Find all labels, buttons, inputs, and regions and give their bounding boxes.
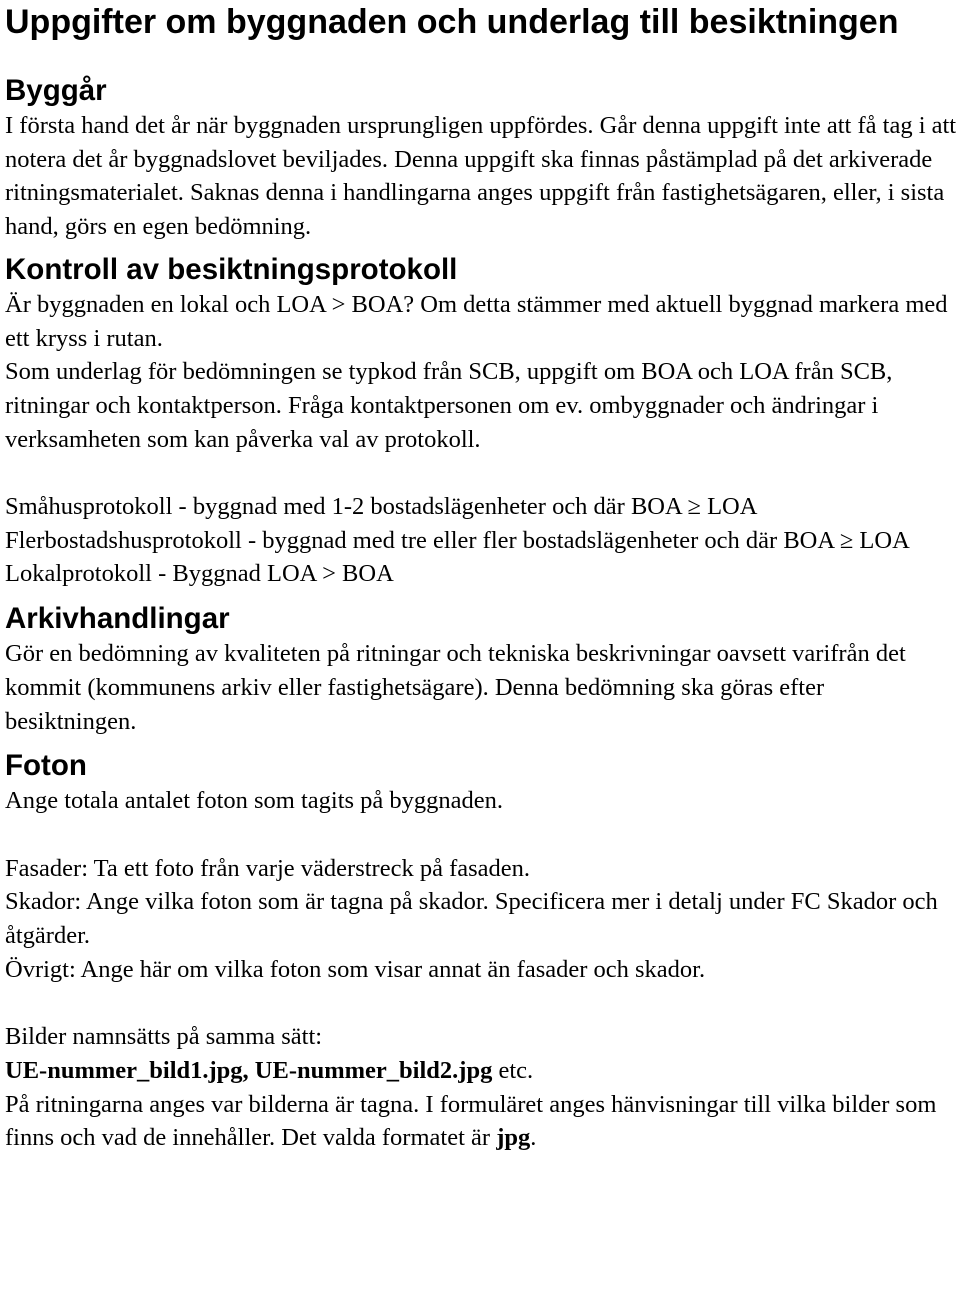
- final-text: På ritningarna anges var bilderna är tagna. I formuläret anges hänvisningar till vilka bilder som finns och vad de innehåller. Det valda formatet är: [5, 1090, 937, 1152]
- protocol-text: Flerbostadshusprotokoll - byggnad med tre eller fler bostadslägenheter och där BOA: [5, 526, 840, 554]
- heading-kontroll: Kontroll av besiktningsprotokoll: [5, 252, 458, 286]
- paragraph-arkiv: Gör en bedömning av kvaliteten på ritningar och tekniska beskrivningar oavsett varifrån det kommit (kommunens arkiv eller fastighetsägare). Denna bedömning ska göras efter besiktningen.: [5, 640, 906, 735]
- paragraph-naming-example: [5, 1054, 960, 1088]
- etc-text: etc.: [492, 1056, 534, 1084]
- page-title: Uppgifter om byggnaden och underlag till besiktningen: [5, 3, 899, 41]
- paragraph-fasader: Fasader: Ta ett foto från varje väderstreck på fasaden.: [5, 854, 531, 882]
- protocol-line-lokal: Lokalprotokoll - Byggnad LOA > BOA: [5, 560, 394, 588]
- format-name: jpg: [496, 1124, 531, 1152]
- spacer: [5, 456, 960, 490]
- paragraph-kontroll-underlag: Som underlag för bedömningen se typkod från SCB, uppgift om BOA och LOA från SCB, ritningar och kontaktperson. Fråga kontaktpersonen om ev. ombyggnader och ändringar i verksamheten som kan påverka val av protokoll.: [5, 358, 893, 453]
- spacer: [5, 818, 960, 852]
- geq-symbol: ≥: [687, 493, 701, 521]
- paragraph-skador: Skador: Ange vilka foton som är tagna på skador. Specificera mer i detalj under FC Skador och åtgärder.: [5, 888, 938, 950]
- geq-symbol: ≥: [839, 526, 854, 554]
- paragraph-ovrigt: Övrigt: Ange här om vilka foton som visar annat än fasader och skador.: [5, 955, 706, 983]
- protocol-text: Småhusprotokoll - byggnad med 1-2 bostadslägenheter och där BOA: [5, 493, 688, 521]
- protocol-text: LOA: [853, 526, 910, 554]
- paragraph-kontroll-question: Är byggnaden en lokal och LOA > BOA? Om detta stämmer med aktuell byggnad markera med ett kryss i rutan.: [5, 290, 948, 352]
- heading-byggar: Byggår: [5, 74, 107, 107]
- paragraph-final: [5, 1088, 960, 1155]
- heading-foton: Foton: [5, 749, 87, 783]
- paragraph-foton-intro: Ange totala antalet foton som tagits på byggnaden.: [5, 787, 504, 815]
- heading-arkiv: Arkivhandlingar: [5, 602, 230, 636]
- filename-example: UE-nummer_bild1.jpg, UE-nummer_bild2.jpg: [5, 1056, 493, 1084]
- protocol-text: LOA: [700, 493, 758, 521]
- protocol-line-flerbostad: [5, 524, 960, 558]
- final-period: .: [530, 1124, 537, 1152]
- spacer: [5, 986, 960, 1020]
- protocol-line-smahus: [5, 490, 960, 524]
- paragraph-naming-intro: Bilder namnsätts på samma sätt:: [5, 1023, 323, 1051]
- paragraph-byggar: I första hand det år när byggnaden ursprungligen uppfördes. Går denna uppgift inte att få tag i att notera det år byggnadslovet beviljades. Denna uppgift ska finnas påstämplad på det arkiverade ritningsmaterialet. Saknas denna i handlingarna anges uppgift från fastighetsägaren, eller, i sista hand, görs en egen bedömning.: [5, 112, 957, 241]
